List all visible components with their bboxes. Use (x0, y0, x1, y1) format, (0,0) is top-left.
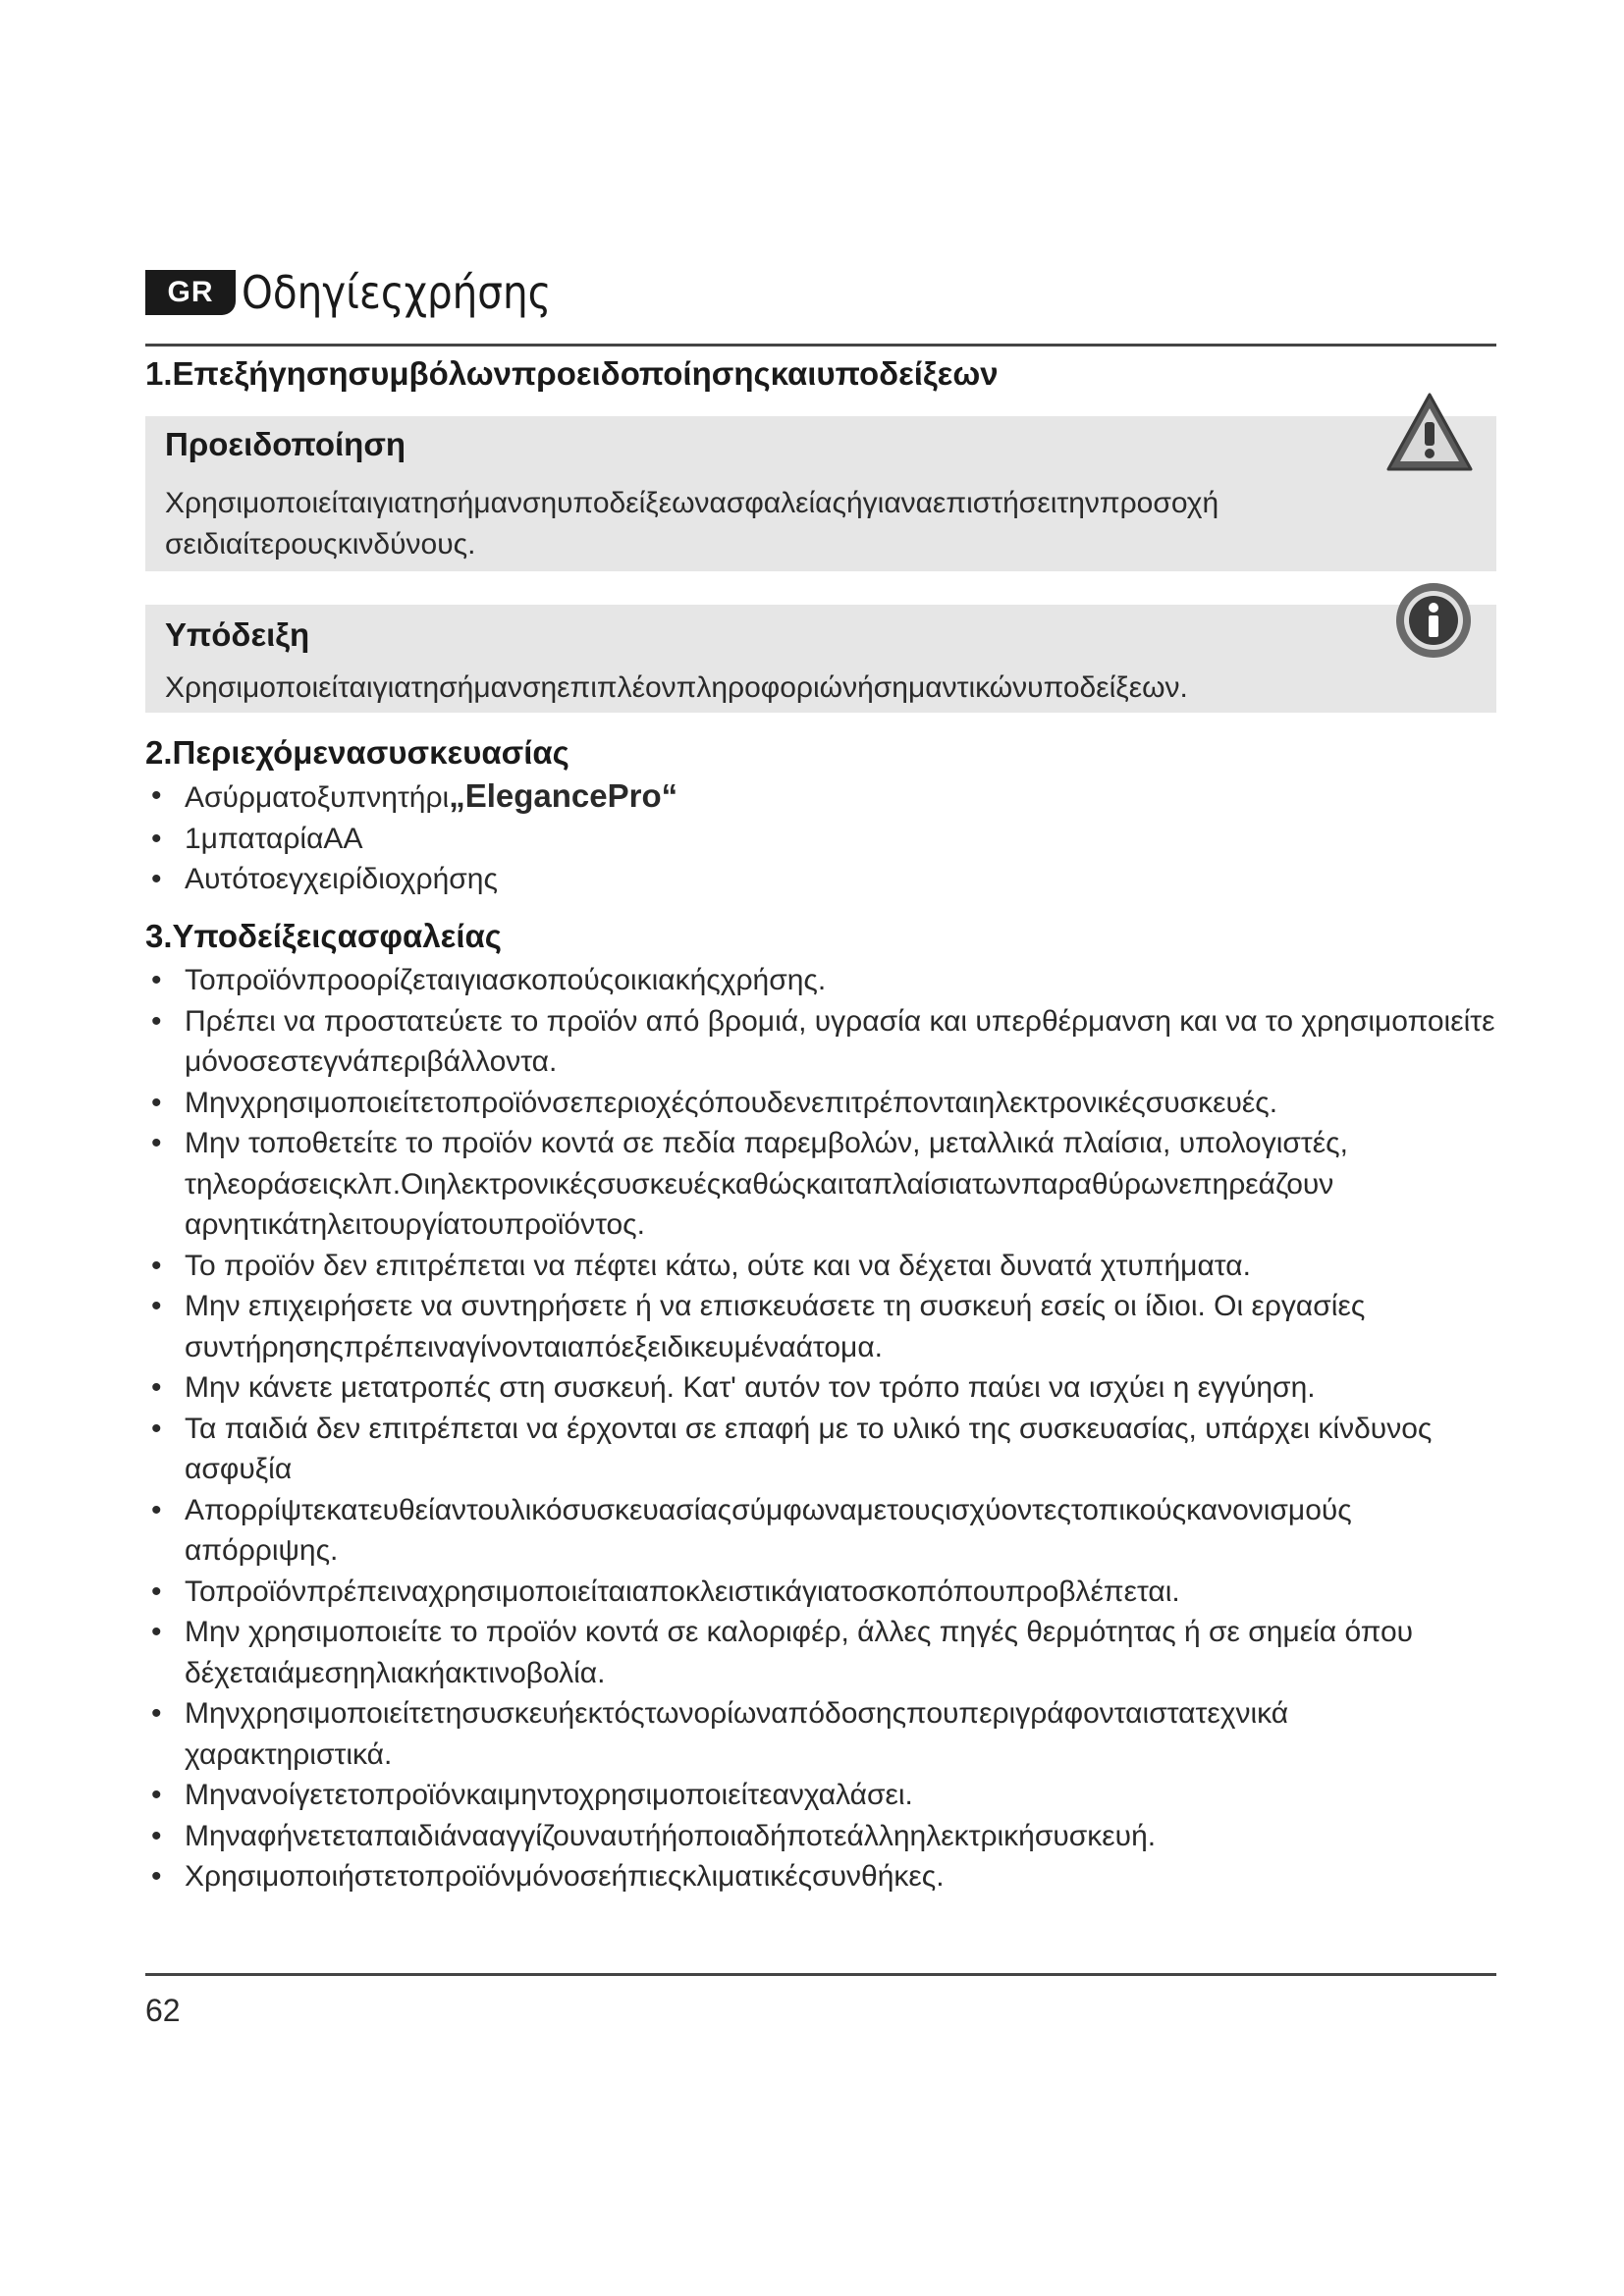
manual-page (145, 0, 1496, 2296)
info-icon (1392, 579, 1475, 667)
safety-notes-list (145, 960, 1496, 1897)
list-item: • Τα παιδιά δεν επιτρέπεται να έρχονται σε επαφή με το υλικό της συσκευασίας, υπάρχει κίνδυνος ασφυξία (145, 1409, 1496, 1490)
language-badge: GR (145, 270, 236, 315)
page-title: Οδηγίεςχρήσης (242, 266, 552, 319)
package-contents-list (145, 775, 1496, 900)
list-item: • Μην επιχειρήσετε να συντηρήσετε ή να επισκευάσετε τη συσκευή εσείς οι ίδιοι. Οι εργασίες συντήρησηςπρέπειναγίνονταιαπόεξειδικευμέναάτομα. (145, 1286, 1496, 1367)
section-2-heading: 2.Περιεχόμενασυσκευασίας (145, 734, 569, 771)
footer-divider (145, 1973, 1496, 1976)
list-item: • Απορρίψτεκατευθείαντουλικόσυσκευασίαςσύμφωναμετουςισχύοντεςτοπικούςκανονισμούς απόρριψης. (145, 1490, 1496, 1572)
list-item: • Μηνανοίγετετοπροϊόνκαιμηντοχρησιμοποιείτεανχαλάσει. (145, 1775, 1496, 1816)
list-item: • Μηναφήνετεταπαιδιάνααγγίζουναυτήήοποιαδήποτεάλληηλεκτρικήσυσκευή. (145, 1816, 1496, 1857)
note-title: Υπόδειξη (165, 616, 310, 653)
list-item: • Χρησιμοποιήστετοπροϊόνμόνοσεήπιεςκλιματικέςσυνθήκες. (145, 1856, 1496, 1897)
warning-box (145, 416, 1496, 571)
list-item: • Μην χρησιμοποιείτε το προϊόν κοντά σε καλοριφέρ, άλλες πηγές θερμότητας ή σε σημεία όπου δέχεταιάμεσηηλιακήακτινοβολία. (145, 1612, 1496, 1693)
section-1-heading: 1.Επεξήγησησυμβόλωνπροειδοποίησηςκαιυποδείξεων (145, 355, 999, 392)
list-item: • Αυτότοεγχειρίδιοχρήσης (145, 859, 1496, 900)
list-item: • Τοπροϊόνπρέπειναχρησιμοποιείταιαποκλειστικάγιατοσκοπόπουπροβλέπεται. (145, 1572, 1496, 1613)
list-item: • Τοπροϊόνπροορίζεταιγιασκοπούςοικιακήςχρήσης. (145, 960, 1496, 1001)
list-item: • Ασύρματοξυπνητήρι„ElegancePro“ (145, 775, 1496, 819)
list-item: • Μην τοποθετείτε το προϊόν κοντά σε πεδία παρεμβολών, μεταλλικά πλαίσια, υπολογιστές, τηλεοράσειςκλπ.Οιηλεκτρονικέςσυσκευέςκαθώςκαιταπλαίσιατωνπαραθύρωνεπηρεάζουν αρνητικάτηλειτουργίατουπροϊόντος. (145, 1123, 1496, 1246)
list-item: • Το προϊόν δεν επιτρέπεται να πέφτει κάτω, ούτε και να δέχεται δυνατά χτυπήματα. (145, 1246, 1496, 1287)
section-3-heading: 3.Υποδείξειςασφαλείας (145, 918, 502, 954)
list-item: • Μην κάνετε μετατροπές στη συσκευή. Κατ' αυτόν τον τρόπο παύει να ισχύει η εγγύηση. (145, 1367, 1496, 1409)
header-divider (145, 344, 1496, 347)
page-header (145, 263, 593, 322)
note-box (145, 605, 1496, 713)
list-item: • Πρέπει να προστατεύετε το προϊόν από βρομιά, υγρασία και υπερθέρμανση και να το χρησιμοποιείτε μόνοσεστεγνάπεριβάλλοντα. (145, 1001, 1496, 1083)
warning-title: Προειδοποίηση (165, 426, 406, 462)
list-item: • Μηνχρησιμοποιείτετησυσκευήεκτόςτωνορίωναπόδοσηςπουπεριγράφονταιστατεχνικά χαρακτηριστικά. (145, 1693, 1496, 1775)
warning-triangle-icon (1384, 391, 1475, 478)
page-number: 62 (145, 1993, 181, 2028)
list-item: • 1μπαταρίαAA (145, 819, 1496, 860)
list-item: • Μηνχρησιμοποιείτετοπροϊόνσεπεριοχέςόπουδενεπιτρέπονταιηλεκτρονικέςσυσκευές. (145, 1083, 1496, 1124)
note-text: Χρησιμοποιείταιγιατησήμανσηεπιπλέονπληροφοριώνήσημαντικώνυποδείξεων. (165, 671, 1188, 704)
warning-text: Χρησιμοποιείταιγιατησήμανσηυποδείξεωνασφαλείαςήγιαναεπιστήσειτηνπροσοχή σειδιαίτερουςκινδύνους. (165, 487, 1219, 561)
